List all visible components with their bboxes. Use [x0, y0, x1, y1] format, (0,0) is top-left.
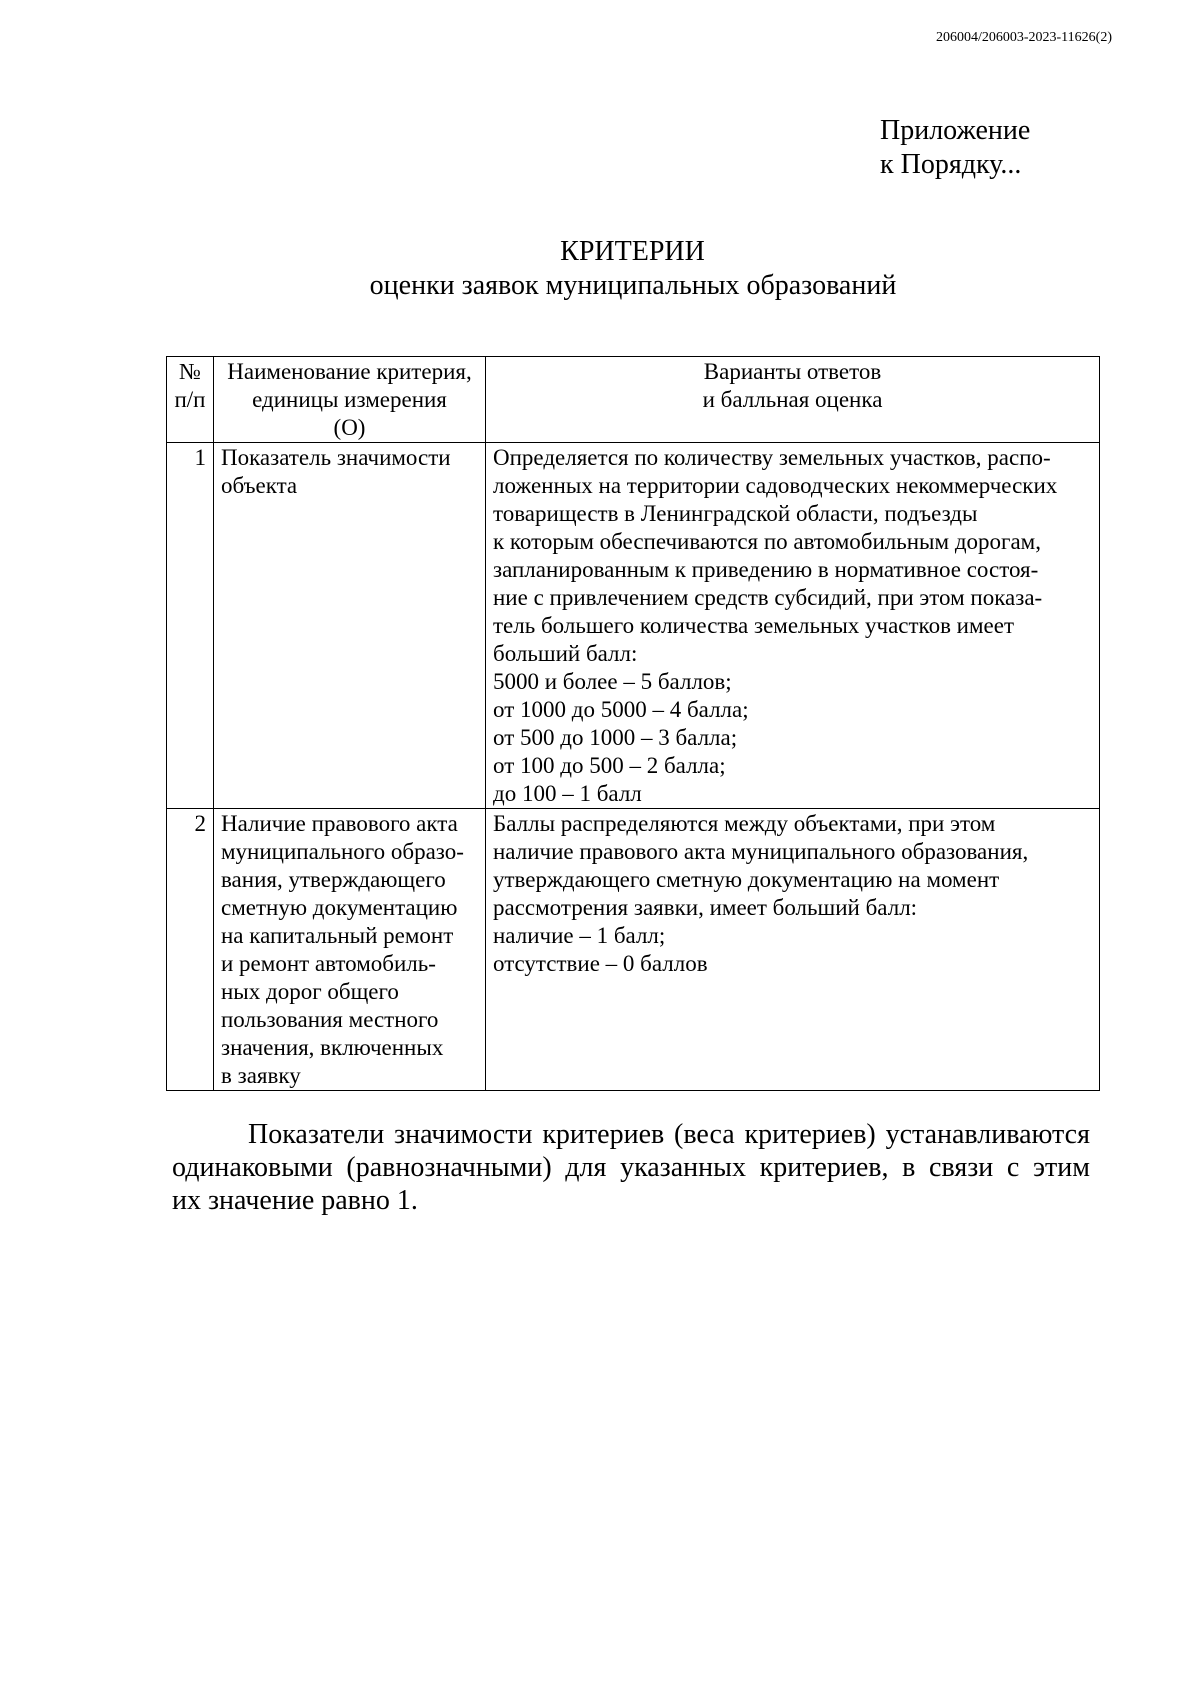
footer-word: для — [565, 1152, 607, 1183]
footer-word: указанных — [620, 1152, 746, 1183]
page-subtitle: оценки заявок муниципальных образований — [369, 270, 897, 301]
footer-word: (веса — [674, 1119, 735, 1150]
footer-word: с — [1006, 1152, 1020, 1183]
appendix-line: к Порядку... — [880, 149, 1022, 180]
table-header-row — [167, 357, 1100, 443]
row-answers: Баллы распределяются между объектами, при этом наличие правового акта муниципального образования, утверждающего сметную документацию на момент рассмотрения заявки, имеет больший балл: наличие – 1 балл; отсутствие – 0 баллов — [486, 809, 1100, 1091]
footer-word: (равнозначными) — [346, 1152, 552, 1183]
appendix-line: Приложение — [880, 115, 1031, 146]
footer-line — [172, 1151, 1090, 1184]
footer-word: критериев — [542, 1119, 665, 1150]
footer-word: одинаковыми — [172, 1152, 333, 1183]
footer-line — [172, 1118, 1090, 1151]
row-criterion-name: Показатель значимости объекта — [214, 443, 486, 809]
table-row — [167, 443, 1100, 809]
document-id: 206004/206003-2023-11626(2) — [935, 30, 1112, 45]
criteria-table — [166, 356, 1100, 1091]
footer-word: устанавливаются — [885, 1119, 1090, 1150]
footer-word: значимости — [394, 1119, 533, 1150]
footer-word: Показатели — [248, 1119, 385, 1150]
header-criterion-name: Наименование критерия, единицы измерения (О) — [214, 357, 486, 443]
footer-word: критериев, — [759, 1152, 889, 1183]
row-num: 2 — [167, 809, 214, 1091]
footer-word: в — [902, 1152, 916, 1183]
header-num: № п/п — [167, 357, 214, 443]
appendix-note — [880, 114, 1030, 182]
footer-word: этим — [1033, 1152, 1090, 1183]
page-title: КРИТЕРИИ — [560, 236, 705, 267]
footer-line: их значение равно 1. — [172, 1185, 418, 1216]
footer-word: критериев) — [744, 1119, 876, 1150]
table-row — [167, 809, 1100, 1091]
row-answers: Определяется по количеству земельных участков, распо- ложенных на территории садоводческих некоммерческих товариществ в Ленинградской области, подъезды к которым обеспечиваются по автомобильным дорогам, запланированным к приведению в нормативное состоя- ние с привлечением средств субсидий, при этом показа- тель большего количества земельных участков имеет больший балл: 5000 и более – 5 баллов; от 1000 до 5000 – 4 балла; от 500 до 1000 – 3 балла; от 100 до 500 – 2 балла; до 100 – 1 балл — [486, 443, 1100, 809]
footer-word: связи — [929, 1152, 994, 1183]
row-criterion-name: Наличие правового акта муниципального образо- вания, утверждающего сметную документацию на капитальный ремонт и ремонт автомобиль- ных дорог общего пользования местного значения, включенных в заявку — [214, 809, 486, 1091]
footer-paragraph — [172, 1118, 1090, 1217]
header-answers: Варианты ответов и балльная оценка — [486, 357, 1100, 443]
row-num: 1 — [167, 443, 214, 809]
